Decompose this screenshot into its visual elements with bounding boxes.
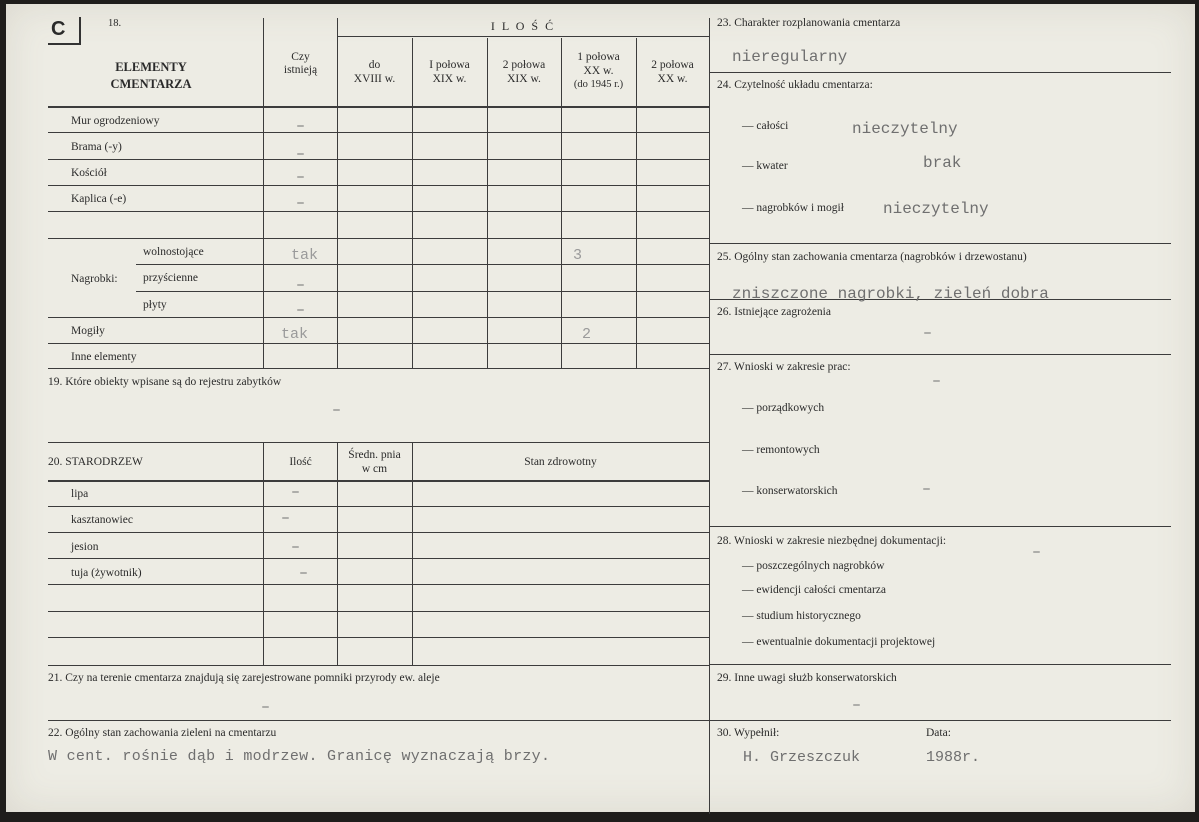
row-label: Mogiły [71, 325, 105, 337]
section-18-number: 18. [108, 18, 122, 29]
q25-label: 25. Ogólny stan zachowania cmentarza (nagrobków i drzewostanu) [717, 251, 1027, 263]
q29-answer: – [852, 697, 862, 714]
q30-label: 30. Wypełnił: [717, 727, 780, 739]
record-card [6, 4, 1195, 812]
grid-line [48, 132, 709, 133]
q27-label: 27. Wnioski w zakresie prac: [717, 361, 851, 373]
period-label: XIX w. [432, 73, 467, 85]
col-diam-line1: Średn. pnia [348, 449, 401, 461]
grid-line [48, 480, 709, 482]
grid-line [48, 159, 709, 160]
q26-answer: – [923, 325, 933, 342]
grid-line [48, 238, 709, 239]
q24-item: — nagrobków i mogił [742, 202, 844, 214]
q27-item: — porządkowych [742, 402, 825, 414]
row-label: przyścienne [143, 272, 198, 284]
exists-value: – [295, 146, 305, 163]
q20-title: 20. STARODRZEW [48, 456, 143, 468]
grid-line [48, 665, 709, 666]
grid-line [48, 185, 709, 186]
q24-answer: brak [923, 154, 962, 172]
exists-value: – [295, 277, 305, 294]
q27-answer: – [922, 481, 932, 498]
q28-item: — studium historycznego [742, 610, 861, 622]
grid-line [48, 442, 709, 443]
grid-line [48, 637, 709, 638]
section-letter: C [48, 17, 81, 45]
grid-line [48, 611, 709, 612]
period-label: 1 połowa [577, 51, 620, 63]
period-label: 2 połowa [502, 59, 546, 71]
tree-name: lipa [71, 488, 89, 500]
q21-label: 21. Czy na terenie cmentarza znajdują się zarejestrowane pomniki przyrody ew. aleje [48, 672, 440, 684]
qty-value: 3 [573, 247, 583, 264]
period-label: XVIII w. [353, 73, 396, 85]
grid-line [48, 558, 709, 559]
elements-title-line1: ELEMENTY [115, 60, 187, 74]
period-label: (do 1945 r.) [573, 79, 624, 90]
col-diam-line2: w cm [361, 463, 388, 475]
q23-answer: nieregularny [732, 48, 848, 66]
grid-line [48, 506, 709, 507]
grid-line [136, 264, 709, 265]
row-label: Kościół [71, 167, 107, 179]
q29-label: 29. Inne uwagi służb konserwatorskich [717, 672, 897, 684]
tree-name: kasztanowiec [71, 514, 133, 526]
period-label: XIX w. [507, 73, 541, 85]
period-label: XX w. [657, 73, 688, 85]
tree-qty: – [291, 484, 301, 501]
q27-answer: – [932, 373, 942, 390]
q30-date: 1988r. [926, 749, 981, 766]
col-health: Stan zdrowotny [524, 456, 597, 468]
qty-value: 2 [582, 326, 592, 343]
elements-title-line2: CMENTARZA [110, 77, 192, 91]
col-qty: Ilość [289, 456, 312, 468]
exists-value: tak [291, 247, 319, 264]
grid-line [636, 38, 637, 368]
q24-label: 24. Czytelność układu cmentarza: [717, 79, 873, 91]
q28-item: — ewentualnie dokumentacji projektowej [742, 636, 936, 648]
q24-item: — kwater [742, 160, 788, 172]
grid-line [412, 442, 413, 666]
tree-qty: – [291, 539, 301, 556]
q30-name: H. Grzeszczuk [743, 749, 861, 766]
col-exists-line1: Czy [291, 51, 310, 63]
tree-name: jesion [71, 541, 99, 553]
qty-header: I L O Ś Ć [490, 19, 556, 33]
grid-line [710, 72, 1171, 73]
q25-answer: zniszczone nagrobki, zieleń dobra [732, 285, 1049, 303]
grid-line [136, 291, 709, 292]
period-label: XX w. [583, 65, 614, 77]
exists-value: – [295, 195, 305, 212]
nagrobki-label: Nagrobki: [71, 273, 118, 285]
period-label: 2 połowa [651, 59, 694, 71]
grid-line [710, 720, 1171, 721]
grid-line [263, 442, 264, 666]
row-label: Mur ogrodzeniowy [71, 115, 160, 127]
grid-line [48, 532, 709, 533]
exists-value: – [295, 118, 305, 135]
q28-label: 28. Wnioski w zakresie niezbędnej dokumentacji: [717, 535, 947, 547]
grid-line [48, 368, 709, 369]
period-label: I połowa [429, 59, 470, 71]
tree-qty: – [299, 565, 309, 582]
row-label: wolnostojące [143, 246, 204, 258]
q24-item: — całości [742, 120, 789, 132]
grid-line [710, 526, 1171, 527]
row-label: płyty [143, 299, 167, 311]
row-label: Kaplica (-e) [71, 193, 127, 205]
exists-value: – [295, 302, 305, 319]
q28-item: — ewidencji całości cmentarza [742, 584, 886, 596]
period-label: do [368, 59, 381, 71]
grid-line [710, 243, 1171, 244]
exists-value: – [295, 169, 305, 186]
tree-name: tuja (żywotnik) [71, 567, 142, 579]
q19-label: 19. Które obiekty wpisane są do rejestru zabytków [48, 376, 282, 388]
grid-line [48, 317, 709, 318]
grid-line [48, 106, 709, 108]
q22-answer: W cent. rośnie dąb i modrzew. Granicę wyznaczają brzy. [48, 748, 551, 765]
grid-line [412, 38, 413, 368]
grid-line [710, 354, 1171, 355]
row-label: Inne elementy [71, 351, 137, 363]
grid-line [48, 343, 709, 344]
q19-answer: – [332, 402, 342, 419]
q22-label: 22. Ogólny stan zachowania zieleni na cmentarzu [48, 727, 277, 739]
q28-item: — poszczególnych nagrobków [742, 560, 885, 572]
q26-label: 26. Istniejące zagrożenia [717, 306, 831, 318]
q30-date-label: Data: [926, 727, 951, 739]
grid-line [48, 720, 709, 721]
grid-line [710, 664, 1171, 665]
grid-line [487, 38, 488, 368]
col-exists-line2: istnieją [283, 64, 318, 76]
column-divider [709, 18, 710, 814]
q24-answer: nieczytelny [852, 120, 958, 138]
q27-item: — remontowych [742, 444, 820, 456]
q28-answer: – [1032, 544, 1042, 561]
exists-value: tak [281, 326, 309, 343]
grid-line [48, 584, 709, 585]
q23-label: 23. Charakter rozplanowania cmentarza [717, 17, 901, 29]
grid-line [337, 36, 709, 37]
q21-answer: – [261, 699, 271, 716]
q27-item: — konserwatorskich [742, 485, 838, 497]
row-label: Brama (-y) [71, 141, 122, 153]
grid-line [48, 211, 709, 212]
tree-qty: – [281, 510, 291, 527]
q24-answer: nieczytelny [883, 200, 989, 218]
